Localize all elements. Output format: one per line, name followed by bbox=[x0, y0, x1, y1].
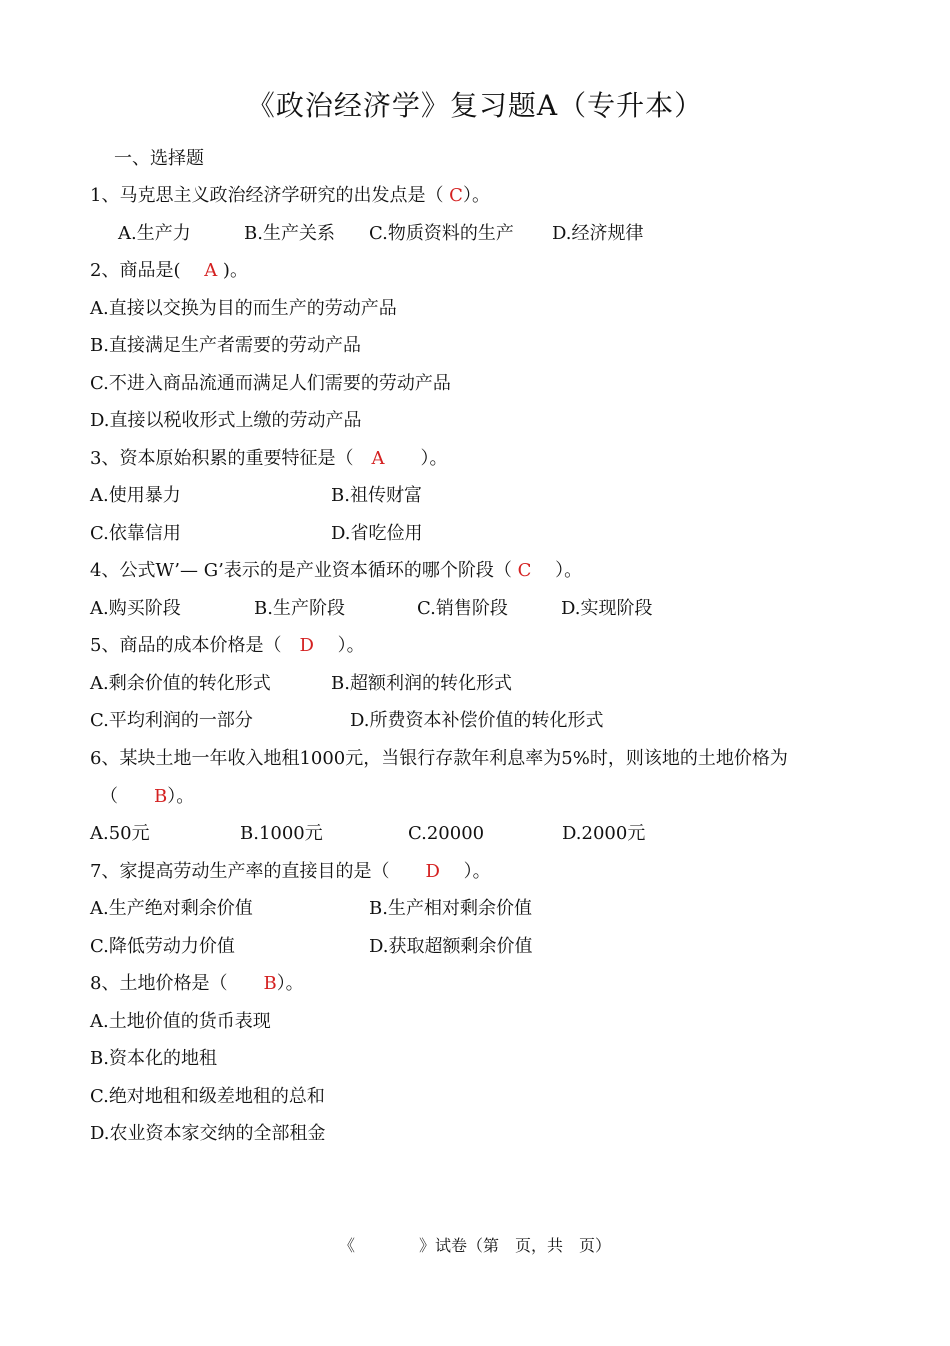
option-8d: D.农业资本家交纳的全部租金 bbox=[90, 1123, 326, 1144]
question-5: 5、商品的成本价格是（ D ）。 bbox=[90, 635, 365, 656]
option-3b: B.祖传财富 bbox=[331, 485, 422, 506]
question-3: 3、资本原始积累的重要特征是（ A ）。 bbox=[90, 448, 448, 469]
option-4b: B.生产阶段 bbox=[254, 598, 345, 619]
question-6: 6、某块土地一年收入地租1000元，当银行存款年利息率为5%时，则该地的土地价格为 bbox=[90, 748, 788, 769]
option-5c: C.平均利润的一部分 bbox=[90, 710, 253, 731]
section-heading: 一、选择题 bbox=[114, 148, 204, 169]
option-6a: A.50元 bbox=[90, 823, 150, 844]
option-4c: C.销售阶段 bbox=[417, 598, 508, 619]
option-8b: B.资本化的地租 bbox=[90, 1048, 217, 1069]
page-footer: 《 》试卷（第 页，共 页） bbox=[338, 1236, 611, 1255]
option-5b: B.超额利润的转化形式 bbox=[331, 673, 512, 694]
option-3c: C.依靠信用 bbox=[90, 523, 181, 544]
option-2b: B.直接满足生产者需要的劳动产品 bbox=[90, 335, 361, 356]
question-1: 1、马克思主义政治经济学研究的出发点是（ C）。 bbox=[90, 185, 490, 206]
option-4d: D.实现阶段 bbox=[561, 598, 653, 619]
option-1c: C.物质资料的生产 bbox=[369, 223, 514, 244]
option-7c: C.降低劳动力价值 bbox=[90, 936, 235, 957]
option-4a: A.购买阶段 bbox=[90, 598, 181, 619]
option-5d: D.所费资本补偿价值的转化形式 bbox=[350, 710, 604, 731]
option-2a: A.直接以交换为目的而生产的劳动产品 bbox=[90, 298, 397, 319]
answer-5: D bbox=[299, 635, 314, 656]
option-6c: C.20000 bbox=[408, 823, 485, 844]
option-7b: B.生产相对剩余价值 bbox=[369, 898, 532, 919]
option-6b: B.1000元 bbox=[240, 823, 323, 844]
option-3a: A.使用暴力 bbox=[90, 485, 181, 506]
option-1b: B.生产关系 bbox=[244, 223, 335, 244]
option-7a: A.生产绝对剩余价值 bbox=[90, 898, 253, 919]
option-6d: D.2000元 bbox=[562, 823, 646, 844]
answer-8: B bbox=[263, 973, 277, 994]
answer-2: A bbox=[204, 260, 218, 281]
question-8: 8、土地价格是（ B）。 bbox=[90, 973, 304, 994]
option-7d: D.获取超额剩余价值 bbox=[369, 936, 533, 957]
option-1d: D.经济规律 bbox=[552, 223, 644, 244]
answer-7: D bbox=[425, 861, 440, 882]
page-title: 《政治经济学》复习题A（专升本） bbox=[246, 89, 704, 122]
option-8a: A.土地价值的货币表现 bbox=[90, 1011, 271, 1032]
answer-3: A bbox=[371, 448, 385, 469]
question-7: 7、家提高劳动生产率的直接目的是（ D ）。 bbox=[90, 861, 491, 882]
option-1a: A.生产力 bbox=[118, 223, 191, 244]
option-5a: A.剩余价值的转化形式 bbox=[90, 673, 271, 694]
option-2c: C.不进入商品流通而满足人们需要的劳动产品 bbox=[90, 373, 451, 394]
question-2: 2、商品是( A )。 bbox=[90, 260, 248, 281]
answer-6: B bbox=[154, 786, 168, 807]
question-6-cont: （ B）。 bbox=[100, 786, 195, 807]
option-8c: C.绝对地租和级差地租的总和 bbox=[90, 1086, 325, 1107]
option-3d: D.省吃俭用 bbox=[331, 523, 423, 544]
question-4: 4、公式W’— G’表示的是产业资本循环的哪个阶段（ C ）。 bbox=[90, 560, 583, 581]
option-2d: D.直接以税收形式上缴的劳动产品 bbox=[90, 410, 362, 431]
answer-1: C bbox=[449, 185, 463, 206]
answer-4: C bbox=[517, 560, 532, 581]
